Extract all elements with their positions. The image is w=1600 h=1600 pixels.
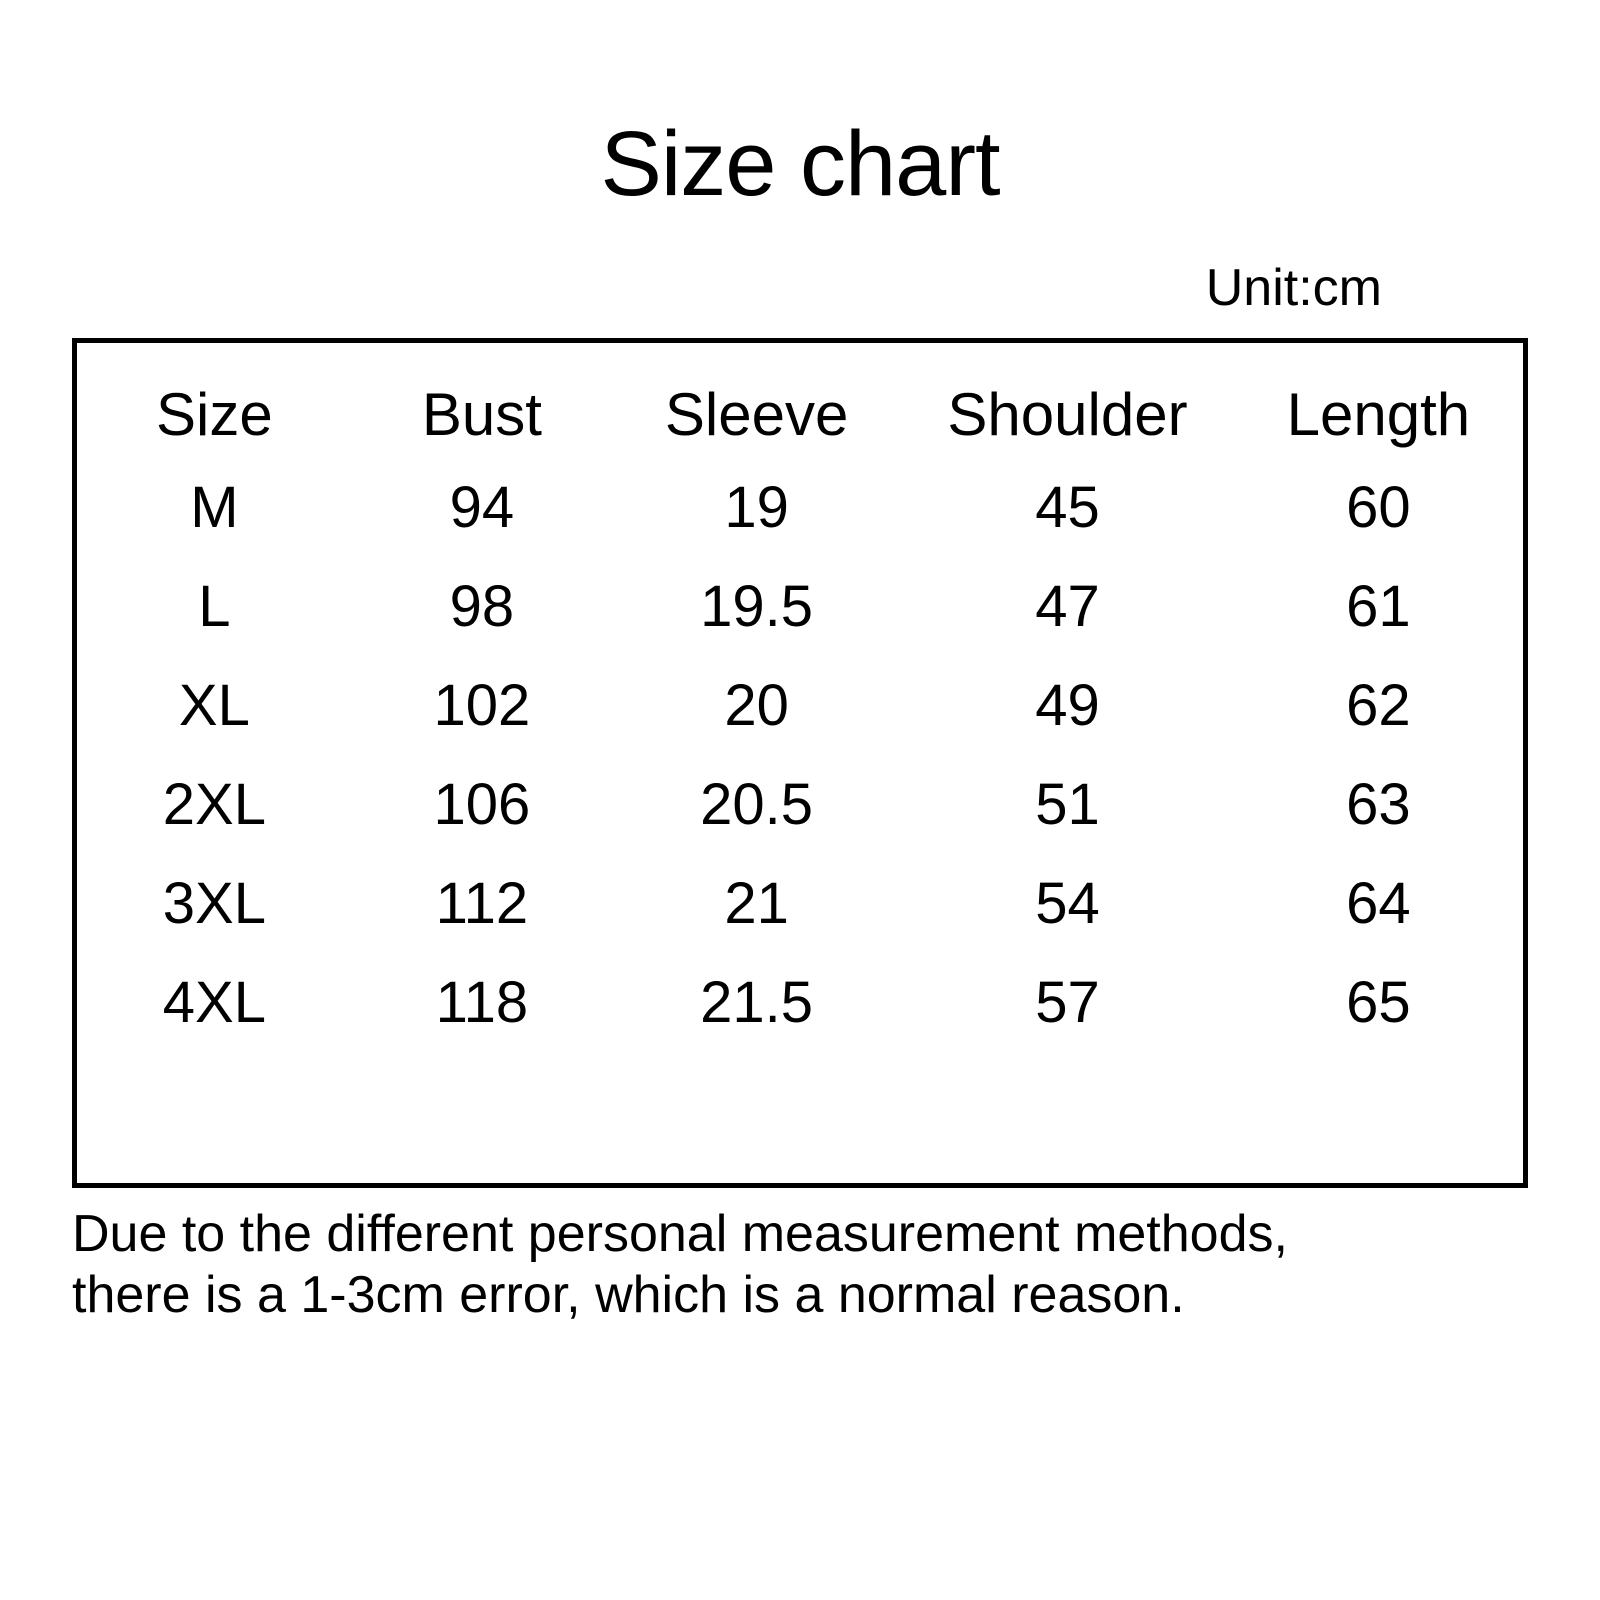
cell-length: 61 xyxy=(1346,574,1411,639)
table-row xyxy=(77,558,1523,657)
cell-bust: 106 xyxy=(433,772,531,837)
cell-size: L xyxy=(198,574,231,639)
cell-sleeve: 19.5 xyxy=(700,574,814,639)
cell-length: 63 xyxy=(1346,772,1411,837)
cell-size: XL xyxy=(178,673,250,738)
cell-bust: 94 xyxy=(449,475,515,540)
table-row xyxy=(77,855,1523,954)
cell-size: 3XL xyxy=(162,871,266,936)
cell-shoulder: 51 xyxy=(1035,772,1100,837)
cell-size: 2XL xyxy=(162,772,266,837)
cell-sleeve: 19 xyxy=(724,475,789,540)
column-header-shoulder: Shoulder xyxy=(947,381,1188,448)
cell-shoulder: 45 xyxy=(1035,475,1100,540)
cell-length: 62 xyxy=(1346,673,1411,738)
column-header-bust: Bust xyxy=(421,381,542,448)
cell-size: 4XL xyxy=(162,970,266,1035)
cell-sleeve: 20 xyxy=(724,673,789,738)
column-header-length: Length xyxy=(1286,381,1471,448)
size-table-container xyxy=(72,338,1528,1188)
cell-bust: 112 xyxy=(435,871,529,936)
cell-size: M xyxy=(190,475,239,540)
cell-shoulder: 49 xyxy=(1035,673,1100,738)
cell-sleeve: 21 xyxy=(724,871,789,936)
cell-length: 64 xyxy=(1346,871,1411,936)
cell-sleeve: 21.5 xyxy=(700,970,814,1035)
cell-shoulder: 54 xyxy=(1035,871,1100,936)
cell-length: 60 xyxy=(1346,475,1411,540)
cell-length: 65 xyxy=(1346,970,1411,1035)
cell-bust: 118 xyxy=(435,970,529,1035)
note-line-1: Due to the different personal measurement methods, xyxy=(72,1205,1288,1263)
column-header-sleeve: Sleeve xyxy=(664,381,849,448)
table-header-row xyxy=(77,365,1523,459)
size-table xyxy=(77,365,1523,1053)
unit-label: Unit:cm xyxy=(1205,259,1382,317)
table-row xyxy=(77,954,1523,1053)
page-title: Size chart xyxy=(600,113,1000,215)
note-line-2: there is a 1-3cm error, which is a normal reason. xyxy=(72,1266,1185,1325)
table-row xyxy=(77,459,1523,558)
cell-bust: 102 xyxy=(433,673,531,738)
cell-sleeve: 20.5 xyxy=(700,772,814,837)
cell-bust: 98 xyxy=(449,574,515,639)
column-header-size: Size xyxy=(156,381,273,448)
table-row xyxy=(77,756,1523,855)
table-row xyxy=(77,657,1523,756)
cell-shoulder: 47 xyxy=(1035,574,1100,639)
measurement-note xyxy=(72,1204,1528,1327)
cell-shoulder: 57 xyxy=(1035,970,1100,1035)
